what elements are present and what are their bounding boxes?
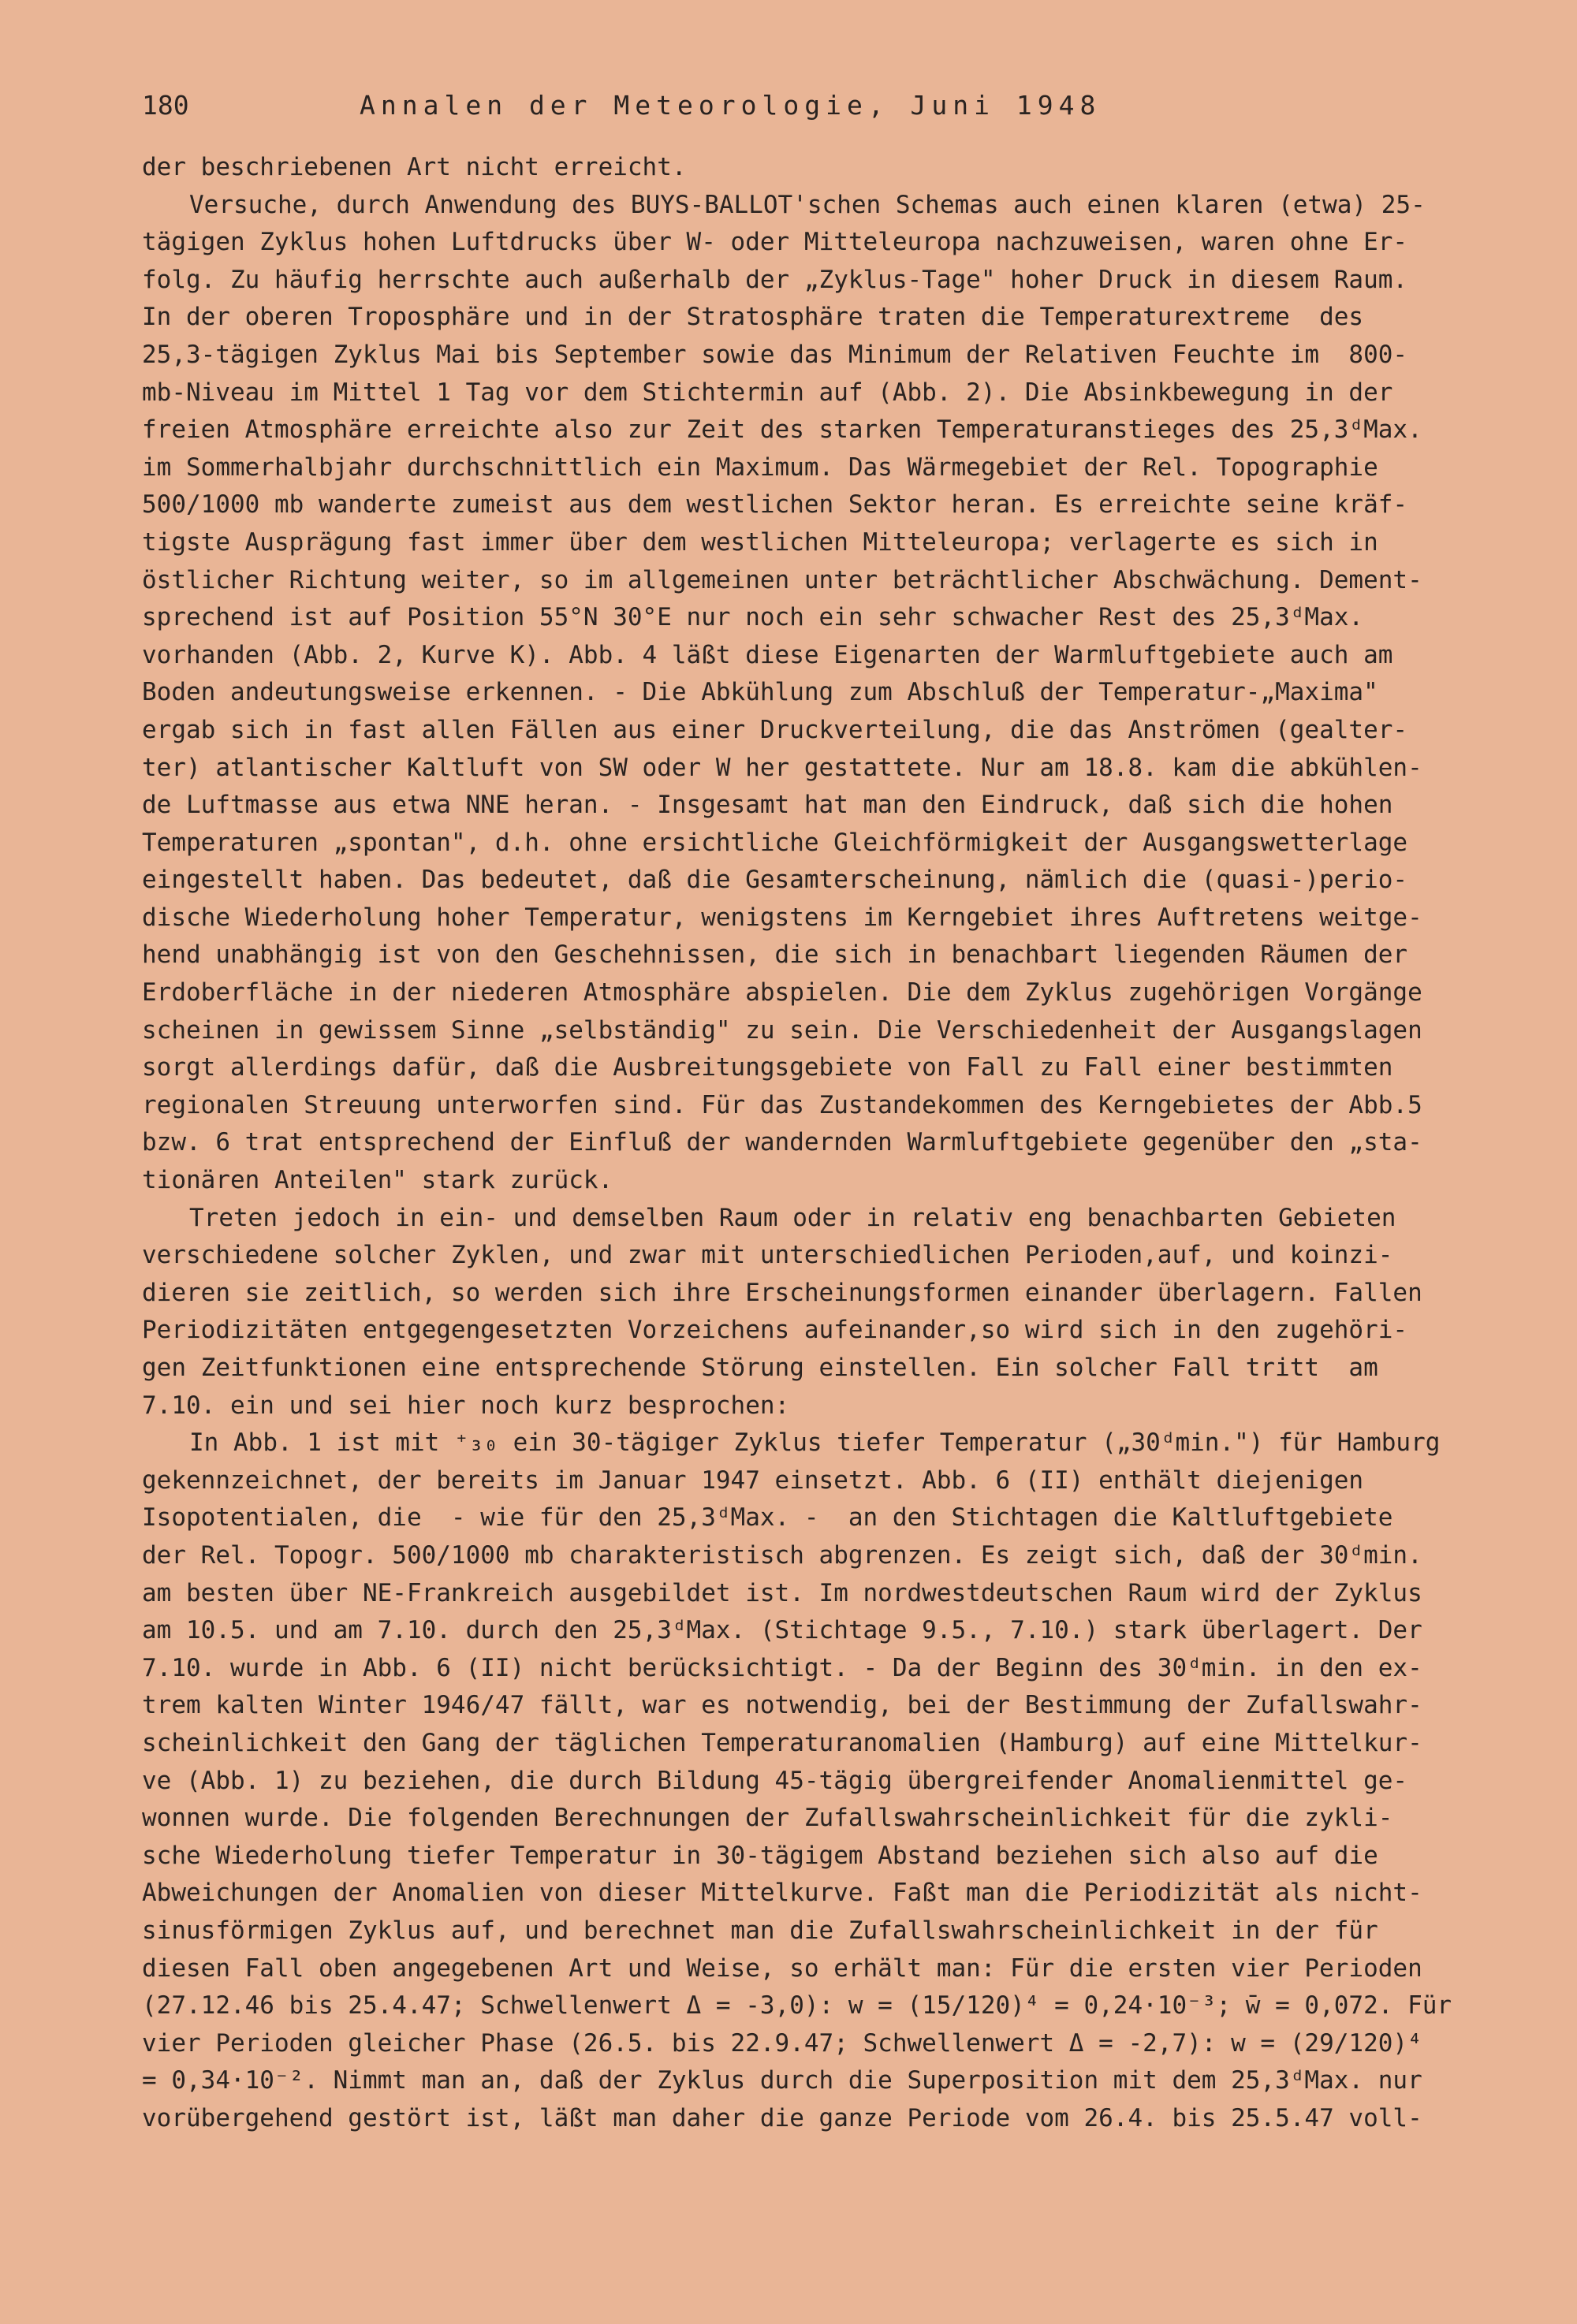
text-line: am 10.5. und am 7.10. durch den 25,3ᵈMax. (Stichtage 9.5., 7.10.) stark überlagert. Der: [142, 1616, 1422, 1645]
paragraph: [142, 149, 1514, 187]
text-line: de Luftmasse aus etwa NNE heran. - Insgesamt hat man den Eindruck, daß sich die hohen: [142, 791, 1393, 820]
text-line: 25,3-tägigen Zyklus Mai bis September sowie das Minimum der Relativen Feuchte im 800-: [142, 340, 1408, 369]
text-line: Temperaturen „spontan", d.h. ohne ersichtliche Gleichförmigkeit der Ausgangswetterlage: [142, 828, 1408, 857]
text-line: gekennzeichnet, der bereits im Januar 1947 einsetzt. Abb. 6 (II) enthält diejenigen: [142, 1466, 1364, 1495]
page-number: 180: [142, 90, 189, 121]
paragraph: [142, 1200, 1514, 1425]
text-line: sorgt allerdings dafür, daß die Ausbreitungsgebiete von Fall zu Fall einer bestimmten: [142, 1053, 1393, 1082]
text-line: Treten jedoch in ein- und demselben Raum oder in relativ eng benachbarten Gebieten: [189, 1203, 1396, 1232]
text-line: gen Zeitfunktionen eine entsprechende Störung einstellen. Ein solcher Fall tritt am: [142, 1354, 1378, 1382]
text-line: wonnen wurde. Die folgenden Berechnungen der Zufallswahrscheinlichkeit für die zykli-: [142, 1804, 1393, 1833]
text-line: folg. Zu häufig herrschte auch außerhalb der „Zyklus-Tage" hoher Druck in diesem Raum.: [142, 265, 1408, 294]
text-line: 7.10. wurde in Abb. 6 (II) nicht berücksichtigt. - Da der Beginn des 30ᵈmin. in den ex-: [142, 1653, 1422, 1682]
text-line: Versuche, durch Anwendung des BUYS-BALLOT'schen Schemas auch einen klaren (etwa) 25-: [189, 190, 1426, 219]
text-line: (27.12.46 bis 25.4.47; Schwellenwert Δ = -3,0): w = (15/120)⁴ = 0,24·10⁻³; w̄ = 0,072. Für: [142, 1991, 1452, 2020]
text-line: sche Wiederholung tiefer Temperatur in 30-tägigem Abstand beziehen sich also auf die: [142, 1841, 1378, 1870]
text-line: östlicher Richtung weiter, so im allgemeinen unter beträchtlicher Abschwächung. Dement-: [142, 565, 1422, 594]
text-line: In Abb. 1 ist mit ⁺₃₀ ein 30-tägiger Zyklus tiefer Temperatur („30ᵈmin.") für Hamburg: [189, 1428, 1441, 1458]
text-line: der Rel. Topogr. 500/1000 mb charakteristisch abgrenzen. Es zeigt sich, daß der 30ᵈmin.: [142, 1540, 1422, 1570]
text-line: am besten über NE-Frankreich ausgebildet ist. Im nordwestdeutschen Raum wird der Zyklus: [142, 1578, 1422, 1607]
text-line: sprechend ist auf Position 55°N 30°E nur noch ein sehr schwacher Rest des 25,3ᵈMax.: [142, 603, 1364, 632]
text-line: dische Wiederholung hoher Temperatur, wenigstens im Kerngebiet ihres Auftretens weitge-: [142, 903, 1422, 932]
text-line: hend unabhängig ist von den Geschehnissen, die sich in benachbart liegenden Räumen der: [142, 940, 1408, 970]
text-line: Boden andeutungsweise erkennen. - Die Abkühlung zum Abschluß der Temperatur-„Maxima": [142, 678, 1378, 707]
text-line: sinusförmigen Zyklus auf, und berechnet man die Zufallswahrscheinlichkeit in der für: [142, 1916, 1378, 1945]
text-line: Erdoberfläche in der niederen Atmosphäre abspielen. Die dem Zyklus zugehörigen Vorgänge: [142, 978, 1422, 1007]
text-line: dieren sie zeitlich, so werden sich ihre Erscheinungsformen einander überlagern. Fallen: [142, 1278, 1422, 1307]
text-line: Isopotentialen, die - wie für den 25,3ᵈMax. - an den Stichtagen die Kaltluftgebiete: [142, 1503, 1393, 1533]
text-line: ergab sich in fast allen Fällen aus einer Druckverteilung, die das Anströmen (gealter-: [142, 715, 1408, 744]
text-line: scheinlichkeit den Gang der täglichen Temperaturanomalien (Hamburg) auf eine Mittelkur-: [142, 1728, 1422, 1757]
text-line: vorhanden (Abb. 2, Kurve K). Abb. 4 läßt diese Eigenarten der Warmluftgebiete auch am: [142, 640, 1393, 669]
text-line: verschiedene solcher Zyklen, und zwar mit unterschiedlichen Perioden,auf, und koinzi-: [142, 1241, 1393, 1270]
text-line: regionalen Streuung unterworfen sind. Für das Zustandekommen des Kerngebietes der Abb.5: [142, 1090, 1422, 1119]
paragraph: [142, 1425, 1514, 2137]
text-line: 7.10. ein und sei hier noch kurz besprochen:: [142, 1391, 790, 1420]
text-line: Abweichungen der Anomalien von dieser Mittelkurve. Faßt man die Periodizität als nicht-: [142, 1879, 1422, 1908]
paragraph: [142, 187, 1514, 1200]
text-line: In der oberen Troposphäre und in der Stratosphäre traten die Temperaturextreme des: [142, 303, 1364, 332]
text-line: diesen Fall oben angegebenen Art und Weise, so erhält man: Für die ersten vier Perioden: [142, 1953, 1422, 1983]
text-line: vorübergehend gestört ist, läßt man daher die ganze Periode vom 26.4. bis 25.5.47 voll-: [142, 2103, 1422, 2132]
text-line: tägigen Zyklus hohen Luftdrucks über W- oder Mitteleuropa nachzuweisen, waren ohne Er-: [142, 228, 1408, 257]
text-line: 500/1000 mb wanderte zumeist aus dem westlichen Sektor heran. Es erreichte seine kräf-: [142, 490, 1408, 520]
text-line: vier Perioden gleicher Phase (26.5. bis 22.9.47; Schwellenwert Δ = -2,7): w = (29/120)⁴: [142, 2028, 1422, 2058]
text-line: der beschriebenen Art nicht erreicht.: [142, 153, 687, 181]
text-line: trem kalten Winter 1946/47 fällt, war es notwendig, bei der Bestimmung der Zufallswahr-: [142, 1691, 1422, 1720]
text-line: tionären Anteilen" stark zurück.: [142, 1166, 613, 1195]
running-title: Annalen der Meteorologie, Juni 1948: [360, 90, 1102, 121]
text-line: Periodizitäten entgegengesetzten Vorzeichens aufeinander,so wird sich in den zugehöri-: [142, 1316, 1408, 1345]
body-text: [142, 149, 1514, 2137]
text-line: ve (Abb. 1) zu beziehen, die durch Bildung 45-tägig übergreifender Anomalienmittel ge-: [142, 1766, 1408, 1795]
text-line: = 0,34·10⁻². Nimmt man an, daß der Zyklus durch die Superposition mit dem 25,3ᵈMax. nur: [142, 2066, 1422, 2095]
text-line: bzw. 6 trat entsprechend der Einfluß der wandernden Warmluftgebiete gegenüber den „sta-: [142, 1128, 1422, 1157]
text-line: ter) atlantischer Kaltluft von SW oder W her gestattete. Nur am 18.8. kam die abkühlen-: [142, 753, 1422, 782]
text-line: im Sommerhalbjahr durchschnittlich ein Maximum. Das Wärmegebiet der Rel. Topographie: [142, 453, 1378, 482]
text-line: scheinen in gewissem Sinne „selbständig" zu sein. Die Verschiedenheit der Ausgangslagen: [142, 1015, 1422, 1045]
text-line: tigste Ausprägung fast immer über dem westlichen Mitteleuropa; verlagerte es sich in: [142, 527, 1378, 557]
text-line: freien Atmosphäre erreichte also zur Zeit des starken Temperaturanstieges des 25,3ᵈMax.: [142, 415, 1422, 445]
text-line: mb-Niveau im Mittel 1 Tag vor dem Stichtermin auf (Abb. 2). Die Absinkbewegung in der: [142, 378, 1393, 407]
text-line: eingestellt haben. Das bedeutet, daß die Gesamterscheinung, nämlich die (quasi-)perio-: [142, 866, 1408, 895]
